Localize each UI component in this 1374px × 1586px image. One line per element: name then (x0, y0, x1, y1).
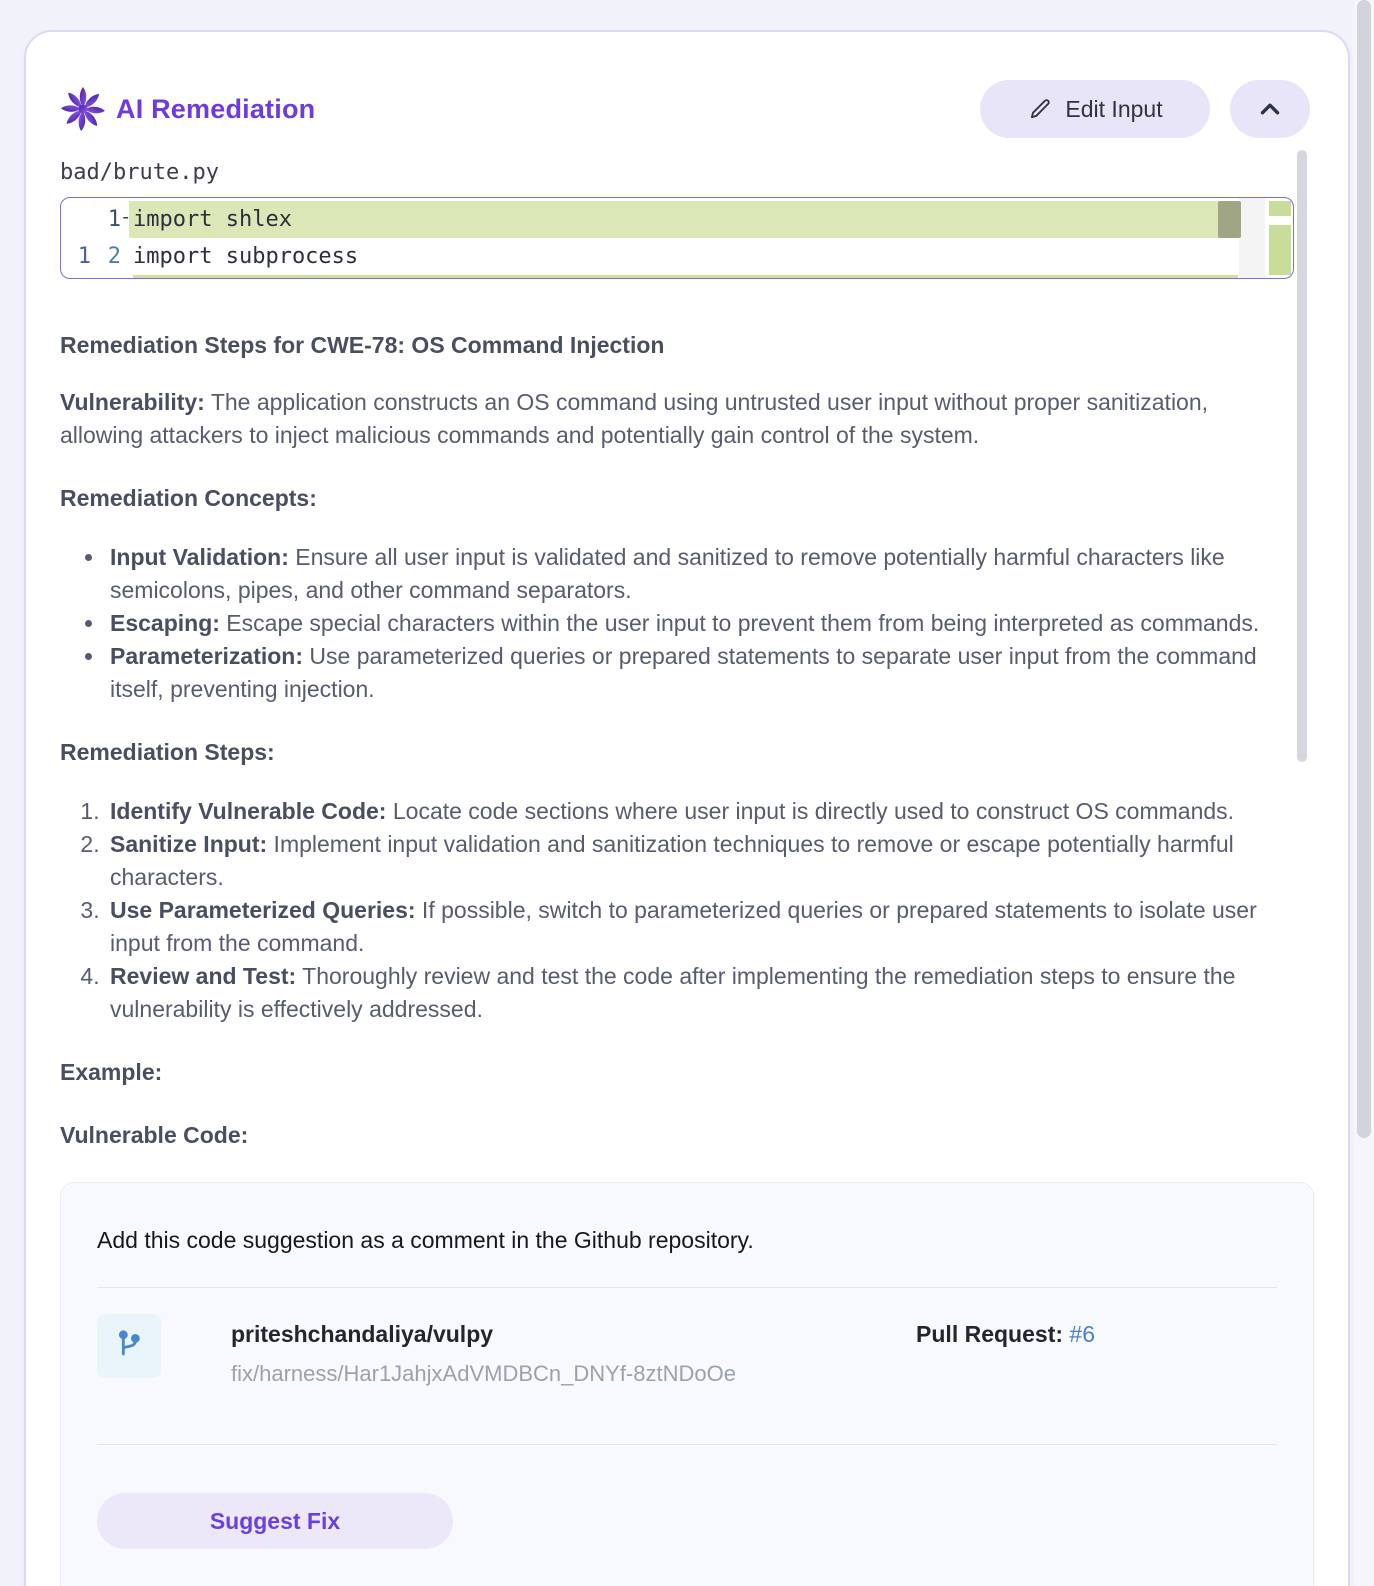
page-title: AI Remediation (116, 93, 316, 124)
chevron-up-icon (1255, 94, 1285, 124)
panel-scrollbar-thumb[interactable] (1297, 150, 1307, 762)
diff-line-context (61, 238, 1293, 275)
pull-request-link[interactable]: #6 (1069, 1321, 1095, 1347)
pull-request-block (916, 1314, 1095, 1354)
code-text: import subprocess (133, 244, 359, 269)
old-line-number: 1 (77, 244, 91, 269)
list-item (106, 894, 1292, 960)
list-item (106, 607, 1292, 640)
diff-line-added (61, 201, 1293, 238)
editor-scrollbar-track[interactable] (1239, 198, 1265, 278)
steps-list (60, 795, 1292, 1026)
pull-request-label: Pull Request: (916, 1321, 1064, 1347)
divider (97, 1444, 1277, 1445)
file-path-label: bad/brute.py (60, 160, 219, 185)
repo-branch: fix/harness/Har1JahjxAdVMDBCn_DNYf-8ztNDoOe (231, 1361, 736, 1386)
repo-name: priteshchandaliya/vulpy (231, 1321, 494, 1347)
code-line-content (120, 201, 1238, 238)
concept-label: Input Validation: (110, 544, 289, 570)
code-diff-editor[interactable] (60, 197, 1294, 279)
step-label: Use Parameterized Queries: (110, 897, 416, 923)
list-item (106, 828, 1292, 894)
ai-remediation-panel (24, 30, 1350, 1586)
browser-scrollbar-thumb[interactable] (1357, 0, 1371, 1138)
code-text: import shlex (133, 207, 292, 232)
vulnerable-code-heading: Vulnerable Code: (60, 1122, 249, 1148)
new-line-number: 2 (107, 244, 121, 269)
concept-text: Escape special characters within the user input to prevent them from being interpreted as commands. (219, 610, 1260, 636)
code-line-content (129, 238, 1238, 275)
list-item (106, 795, 1292, 828)
remediation-title: Remediation Steps for CWE-78: OS Command Injection (60, 332, 665, 358)
git-branch-icon (112, 1327, 146, 1366)
concept-label: Escaping: (110, 610, 220, 636)
step-label: Sanitize Input: (110, 831, 268, 857)
repo-icon-tile (97, 1314, 161, 1378)
remediation-content (60, 329, 1292, 1152)
example-heading: Example: (60, 1059, 163, 1085)
panel-header (60, 80, 1310, 138)
old-line-number (61, 201, 91, 238)
step-text: Implement input validation and sanitization techniques to remove or escape potentially harmful characters. (110, 831, 1234, 890)
step-text: Thoroughly review and test the code after implementing the remediation steps to ensure the vulnerability is effectively addressed. (110, 963, 1236, 1022)
step-label: Identify Vulnerable Code: (110, 798, 387, 824)
edit-input-label: Edit Input (1065, 95, 1163, 122)
new-line-number: 1 (107, 207, 121, 232)
repo-text-block (231, 1314, 736, 1394)
diff-overview-mark (1269, 225, 1291, 275)
step-label: Review and Test: (110, 963, 297, 989)
collapse-panel-button[interactable] (1230, 80, 1310, 138)
suggest-fix-button[interactable]: Suggest Fix (97, 1493, 453, 1549)
github-instruction-text: Add this code suggestion as a comment in the Github repository. (97, 1227, 754, 1253)
step-text: If possible, switch to parameterized queries or prepared statements to isolate user input from the command. (110, 897, 1257, 956)
next-added-line-edge (133, 275, 1238, 278)
concept-label: Parameterization: (110, 643, 304, 669)
editor-scrollbar-thumb[interactable] (1218, 201, 1241, 238)
list-item (106, 640, 1292, 706)
vulnerability-paragraph (60, 386, 1292, 452)
concepts-list (60, 541, 1292, 706)
concept-text: Use parameterized queries or prepared statements to separate user input from the command itself, preventing injection. (110, 643, 1257, 702)
concepts-heading: Remediation Concepts: (60, 485, 317, 511)
collapsed-diff-marker: - (120, 206, 132, 228)
vulnerability-label: Vulnerability: (60, 389, 205, 415)
divider (97, 1287, 1277, 1288)
browser-scrollbar-track[interactable] (1354, 0, 1374, 1586)
github-suggestion-card (60, 1182, 1314, 1586)
concept-text: Ensure all user input is validated and sanitized to remove potentially harmful characters like semicolons, pipes, and other command separators. (110, 544, 1225, 603)
list-item (106, 960, 1292, 1026)
step-text: Locate code sections where user input is directly used to construct OS commands. (386, 798, 1235, 824)
repository-row (97, 1314, 1277, 1394)
vulnerability-text: The application constructs an OS command using untrusted user input without proper sanitization, allowing attackers to inject malicious commands and potentially gain control of the system. (60, 389, 1209, 448)
pencil-icon (1027, 96, 1053, 122)
edit-input-button[interactable] (980, 80, 1210, 138)
steps-heading: Remediation Steps: (60, 739, 275, 765)
list-item (106, 541, 1292, 607)
ai-remediation-logo-icon (60, 86, 106, 132)
diff-overview-mark (1269, 201, 1291, 216)
